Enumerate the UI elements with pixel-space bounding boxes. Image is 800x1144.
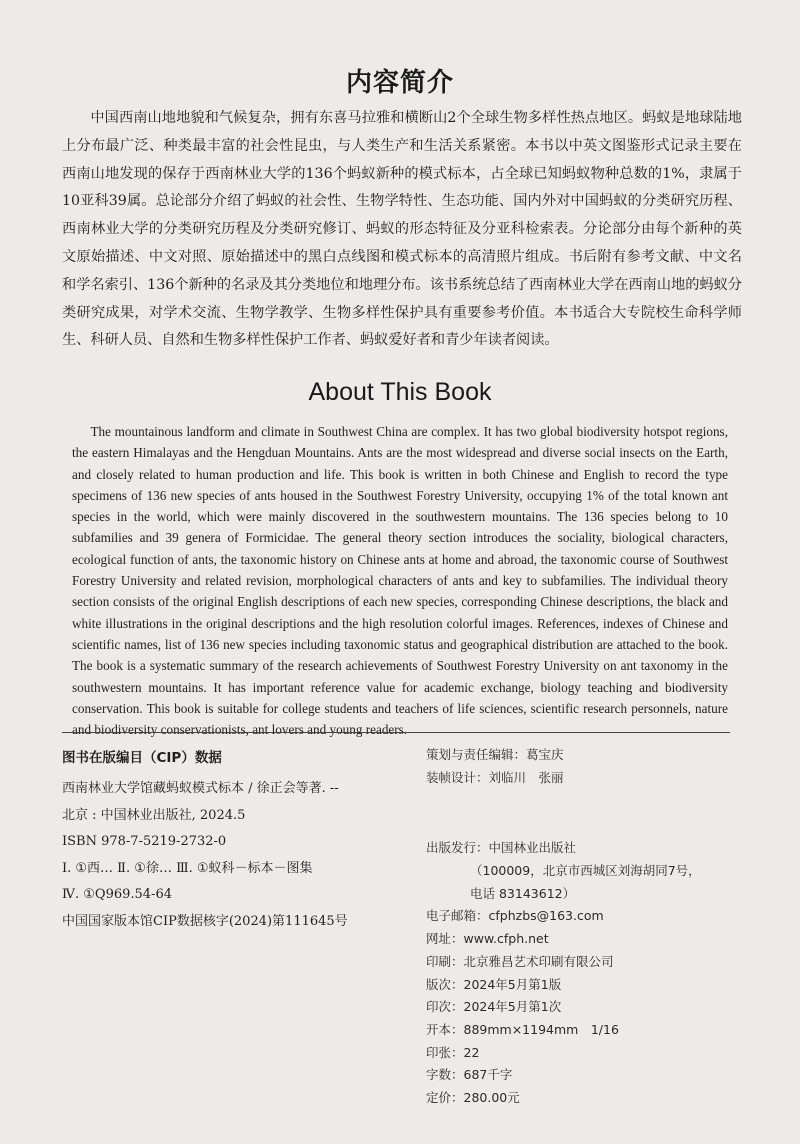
chinese-summary-paragraph: 中国西南山地地貌和气候复杂，拥有东喜马拉雅和横断山2个全球生物多样性热点地区。蚂蚁是地球陆地上分布最广泛、种类最丰富的社会性昆虫，与人类生产和生活关系紧密。本书以中英文图鉴形式记录主要在西南山地发现的保存于西南林业大学的136个蚂蚁新种的模式标本，占全球已知蚂蚁物种总数的1%，隶属于10亚科39属。总论部分介绍了蚂蚁的社会性、生物学特性、生态功能、国内外对中国蚂蚁的分类研究历程、西南林业大学的分类研究历程及分类研究修订、蚂蚁的形态特征及分亚科检索表。分论部分由每个新种的英文原始描述、中文对照、原始描述中的黑白点线图和模式标本的高清照片组成。书后附有参考文献、中文名和学名索引、136个新种的名录及其分类地位和地理分布。该书系统总结了西南林业大学在西南山地的蚂蚁分类研究成果，对学术交流、生物学教学、生物多样性保护具有重要参考价值。本书适合大专院校生命科学师生、科研人员、自然和生物多样性保护工作者、蚂蚁爱好者和青少年读者阅读。 xyxy=(62,110,742,349)
section-divider xyxy=(62,732,730,733)
english-section-title: About This Book xyxy=(308,378,492,406)
price-line: 定价：280.00元 xyxy=(426,1089,520,1105)
cip-line-isbn: ISBN 978-7-5219-2732-0 xyxy=(62,834,227,849)
cip-line-classification: Ⅰ. ①西… Ⅱ. ①徐… Ⅲ. ①蚁科－标本－图集 xyxy=(62,860,313,876)
cip-line-class-number: Ⅳ. ①Q969.54-64 xyxy=(62,887,172,902)
email-line: 电子邮箱：cfphzbs@163.com xyxy=(426,908,604,924)
designer-line: 装帧设计：刘临川 张丽 xyxy=(426,769,564,785)
publisher-line: 出版发行：中国林业出版社 xyxy=(426,840,577,856)
edition-line: 版次：2024年5月第1版 xyxy=(426,976,562,992)
website-line: 网址：www.cfph.net xyxy=(426,931,549,947)
printer-line: 印刷：北京雅昌艺术印刷有限公司 xyxy=(426,953,614,969)
cip-line-publisher: 北京 : 中国林业出版社, 2024.5 xyxy=(62,807,246,823)
cip-title: 图书在版编目（CIP）数据 xyxy=(62,750,222,766)
cip-data-block xyxy=(62,746,402,935)
sheets-line: 印张：22 xyxy=(426,1044,480,1060)
printing-line: 印次：2024年5月第1次 xyxy=(426,999,562,1015)
format-line: 开本：889mm×1194mm 1/16 xyxy=(426,1021,619,1037)
publishing-info-block xyxy=(426,744,756,1110)
address-line: （100009，北京市西城区刘海胡同7号， xyxy=(470,863,701,879)
cip-line-record-number: 中国国家版本馆CIP数据核字(2024)第111645号 xyxy=(62,913,348,929)
spacer xyxy=(426,789,756,837)
english-summary-paragraph: The mountainous landform and climate in Southwest China are complex. It has two global biodiversity hotspot regions, the eastern Himalayas and the Hengduan Mountains. Ants are the most widespread and diverse social insects on the Earth, and closely related to human production and life. This book is written in both Chinese and English to record the type specimens of 136 new species of ants housed in the Southwest Forestry University, occupying 1% of the total known ant species in the world, which were mainly discovered in the southwestern mountains. The 136 species belong to 10 subfamilies and 39 genera of Formicidae. The general theory section introduces the sociality, biological characters, ecological function of ants, the taxonomic history on Chinese ants at home and abroad, the taxonomic course of Southwest Forestry University and related revision, morphological characters of ants and key to subfamilies. The individual theory section consists of the original English descriptions of each new species, corresponding Chinese descriptions, the black and white illustrations in the original descriptions and the high resolution colorful images. References, indexes of Chinese and scientific names, list of 136 new species including taxonomic status and geographical distribution are attached to the book. The book is a systematic summary of the research achievements of Southwest Forestry University on ant taxonomy in the southwestern mountains. It has important reference value for academic exchange, biology teaching and biodiversity conservation. This book is suitable for college students and teachers of life sciences, scientific research personnels, nature and biodiversity conservationists, ant lovers and young readers. xyxy=(72,424,728,738)
words-line: 字数：687千字 xyxy=(426,1067,513,1083)
phone-line: 电话 83143612） xyxy=(470,885,576,901)
editor-line: 策划与责任编辑：葛宝庆 xyxy=(426,747,564,762)
chinese-section-title: 内容简介 xyxy=(345,68,454,98)
cip-line-title-author: 西南林业大学馆藏蚂蚁模式标本 / 徐正会等著. -- xyxy=(62,781,339,796)
